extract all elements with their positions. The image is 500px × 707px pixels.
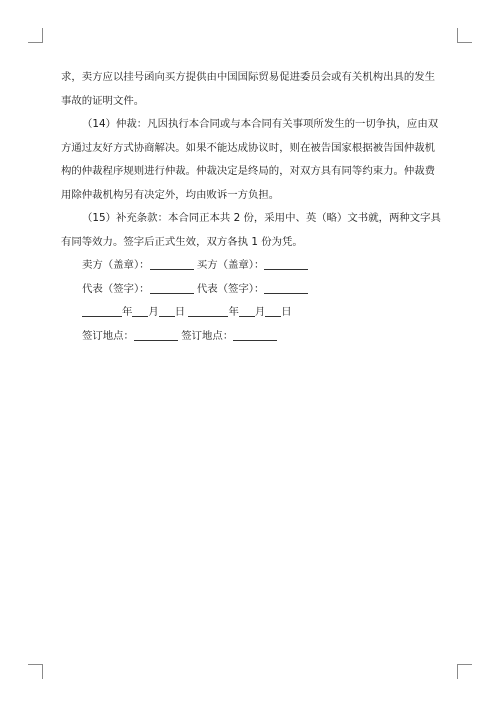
date1-month-label: 月 bbox=[148, 306, 159, 318]
place1-label: 签订地点： bbox=[82, 329, 134, 342]
crop-mark-top-right bbox=[457, 28, 472, 43]
date1-day-label: 日 bbox=[174, 306, 186, 318]
rep2-blank[interactable] bbox=[264, 281, 308, 294]
paragraph-force-majeure-end: 求，卖方应以挂号函向买方提供由中国国际贸易促进委员会或有关机构出具的发生事故的证明文件。 bbox=[61, 71, 436, 107]
rep1-blank[interactable] bbox=[150, 281, 194, 294]
paragraph-arbitration: （14）仲裁：凡因执行本合同或与本合同有关事项所发生的一切争执，应由双方通过友好方式协商解决。如果不能达成协议时，则在被告国家根据被告国仲裁机构的仲裁程序规则进行仲裁。仲裁决定是终局的，对双方具有同等约束力。仲裁费用除仲裁机构另有决定外，均由败诉一方负担。 bbox=[61, 118, 439, 201]
signature-row-dates bbox=[61, 301, 441, 325]
rep1-label: 代表（签字）： bbox=[82, 282, 150, 295]
date1-year-label: 年 bbox=[122, 306, 133, 318]
date1-year-blank[interactable] bbox=[82, 304, 122, 317]
date2-year-blank[interactable] bbox=[188, 304, 228, 317]
date1-day-blank[interactable] bbox=[159, 304, 175, 317]
date2-month-blank[interactable] bbox=[239, 304, 255, 317]
place2-label: 签订地点： bbox=[181, 329, 234, 342]
crop-mark-bottom-right bbox=[457, 664, 472, 679]
crop-mark-top-left bbox=[28, 28, 43, 43]
seller-seal-blank[interactable] bbox=[150, 257, 194, 270]
document-body bbox=[61, 66, 441, 348]
paragraph-supplementary-terms: （15）补充条款：本合同正本共 2 份，采用中、英（略）文书就，两种文字具有同等效力。签字后正式生效，双方各执 1 份为凭。 bbox=[61, 212, 441, 248]
rep2-label: 代表（签字）： bbox=[196, 282, 265, 295]
place2-blank[interactable] bbox=[233, 328, 277, 341]
buyer-seal-blank[interactable] bbox=[264, 257, 308, 270]
buyer-seal-label: 买方（盖章）： bbox=[196, 259, 265, 271]
date2-day-blank[interactable] bbox=[265, 304, 281, 317]
signature-row-seals bbox=[61, 254, 441, 278]
signature-row-places bbox=[61, 325, 441, 349]
place1-blank[interactable] bbox=[134, 328, 178, 341]
date1-month-blank[interactable] bbox=[132, 304, 148, 317]
date2-day-label: 日 bbox=[281, 306, 292, 318]
signature-row-representatives bbox=[61, 278, 441, 302]
seller-seal-label: 卖方（盖章）： bbox=[82, 259, 150, 271]
date2-month-label: 月 bbox=[254, 306, 266, 318]
date2-year-label: 年 bbox=[228, 306, 239, 318]
crop-mark-bottom-left bbox=[28, 664, 43, 679]
